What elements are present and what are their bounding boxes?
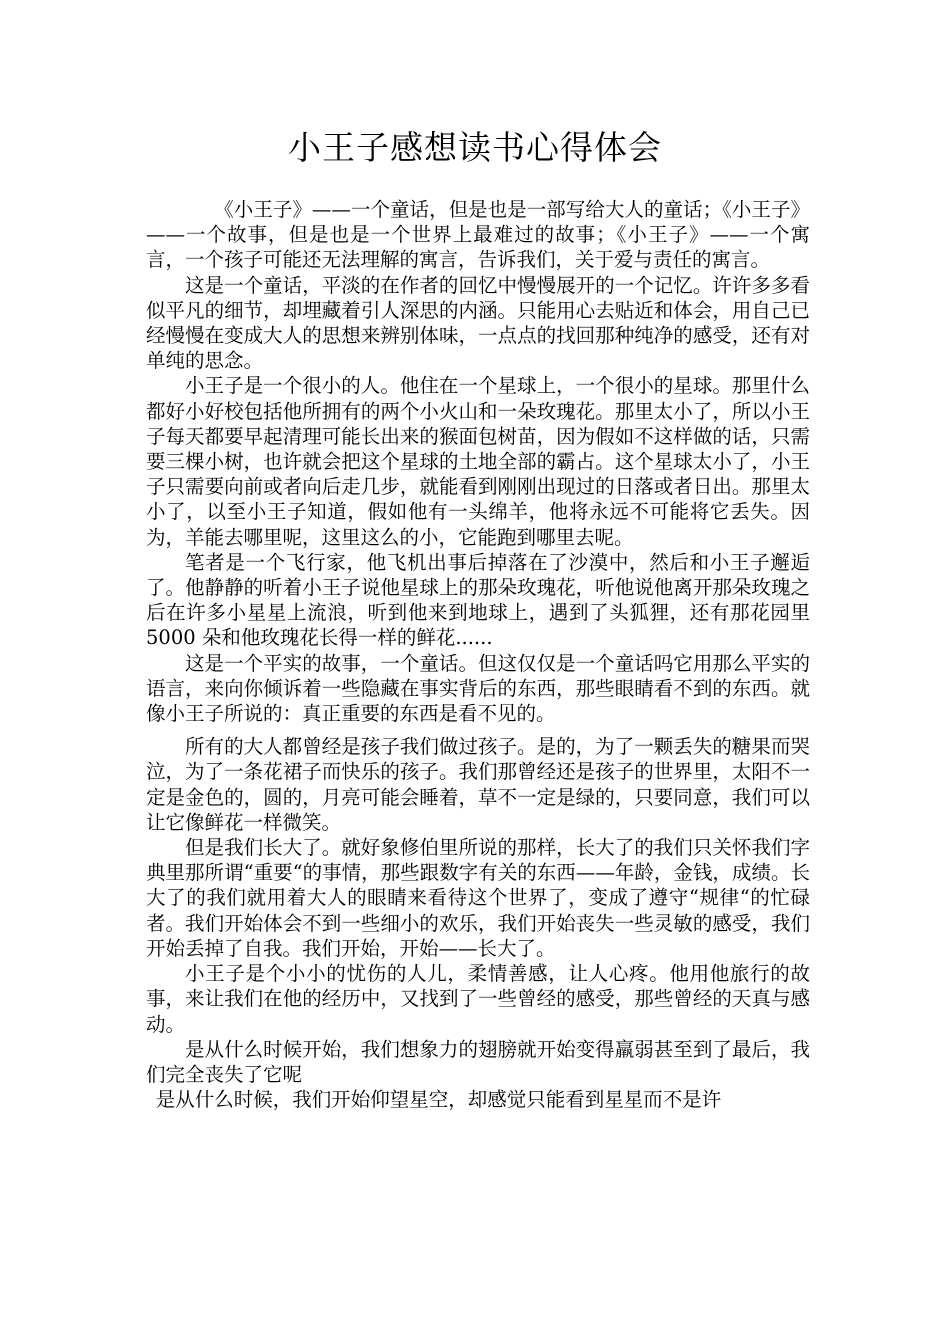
paragraph-9: 是从什么时候开始，我们想象力的翅膀就开始变得羸弱甚至到了最后，我们完全丧失了它呢 [146,1037,810,1086]
document-title: 小王子感想读书心得体会 [288,128,662,167]
paragraph-6: 所有的大人都曾经是孩子我们做过孩子。是的，为了一颗丢失的糖果而哭泣，为了一条花裙子而快乐的孩子。我们那曾经还是孩子的世界里，太阳不一定是金色的，圆的，月亮可能会睡着，草不一定是绿的，只要同意，我们可以让它像鲜花一样微笑。 [146,735,810,834]
paragraph-4: 笔者是一个飞行家，他飞机出事后掉落在了沙漠中，然后和小王子邂逅了。他静静的听着小王子说他星球上的那朵玫瑰花，听他说他离开那朵玫瑰之后在许多小星星上流浪，听到他来到地球上，遇到了头狐狸，还有那花园里 5000 朵和他玫瑰花长得一样的鲜花...... [146,550,810,650]
paragraph-3: 小王子是一个很小的人。他住在一个星球上，一个很小的星球。那里什么都好小好校包括他所拥有的两个小火山和一朵玫瑰花。那里太小了，所以小王子每天都要早起清理可能长出来的猴面包树苗，因为假如不这样做的话，只需要三棵小树，也许就会把这个星球的土地全部的霸占。这个星球太小了，小王子只需要向前或者向后走几步，就能看到刚刚出现过的日落或者日出。那里太小了，以至小王子知道，假如他有一头绵羊，他将永远不可能将它丢失。因为，羊能去哪里呢，这里这么的小，它能跑到哪里去呢。 [146,374,810,549]
paragraph-7: 但是我们长大了。就好象修伯里所说的那样，长大了的我们只关怀我们字典里那所谓“重要“的事情，那些跟数字有关的东西——年龄，金钱，成绩。长大了的我们就用着大人的眼睛来看待这个世界了，变成了遵守“规律“的忙碌者。我们开始体会不到一些细小的欢乐，我们开始丧失一些灵敏的感受，我们开始丢掉了自我。我们开始，开始——长大了。 [146,836,810,960]
document-body [146,197,810,1112]
paragraph-2: 这是一个童话，平淡的在作者的回忆中慢慢展开的一个记忆。许许多多看似平凡的细节，却埋藏着引人深思的内涵。只能用心去贴近和体会，用自己已经慢慢在变成大人的思想来辨别体味，一点点的找回那种纯净的感受，还有对单纯的思念。 [146,273,810,373]
paragraph-1: 《小王子》——一个童话，但是也是一部写给大人的童话；《小王子》——一个故事，但是也是一个世界上最难过的故事；《小王子》——一个寓言，一个孩子可能还无法理解的寓言，告诉我们，关于爱与责任的寓言。 [146,198,810,272]
paragraph-8: 小王子是个小小的忧伤的人儿，柔情善感，让人心疼。他用他旅行的故事，来让我们在他的经历中，又找到了一些曾经的感受，那些曾经的天真与感动。 [146,962,810,1036]
paragraph-5: 这是一个平实的故事，一个童话。但这仅仅是一个童话吗它用那么平实的语言，来向你倾诉着一些隐藏在事实背后的东西，那些眼睛看不到的东西。就像小王子所说的：真正重要的东西是看不见的。 [146,651,810,726]
paragraph-10: 是从什么时候，我们开始仰望星空，却感觉只能看到星星而不是许 [155,1088,722,1112]
